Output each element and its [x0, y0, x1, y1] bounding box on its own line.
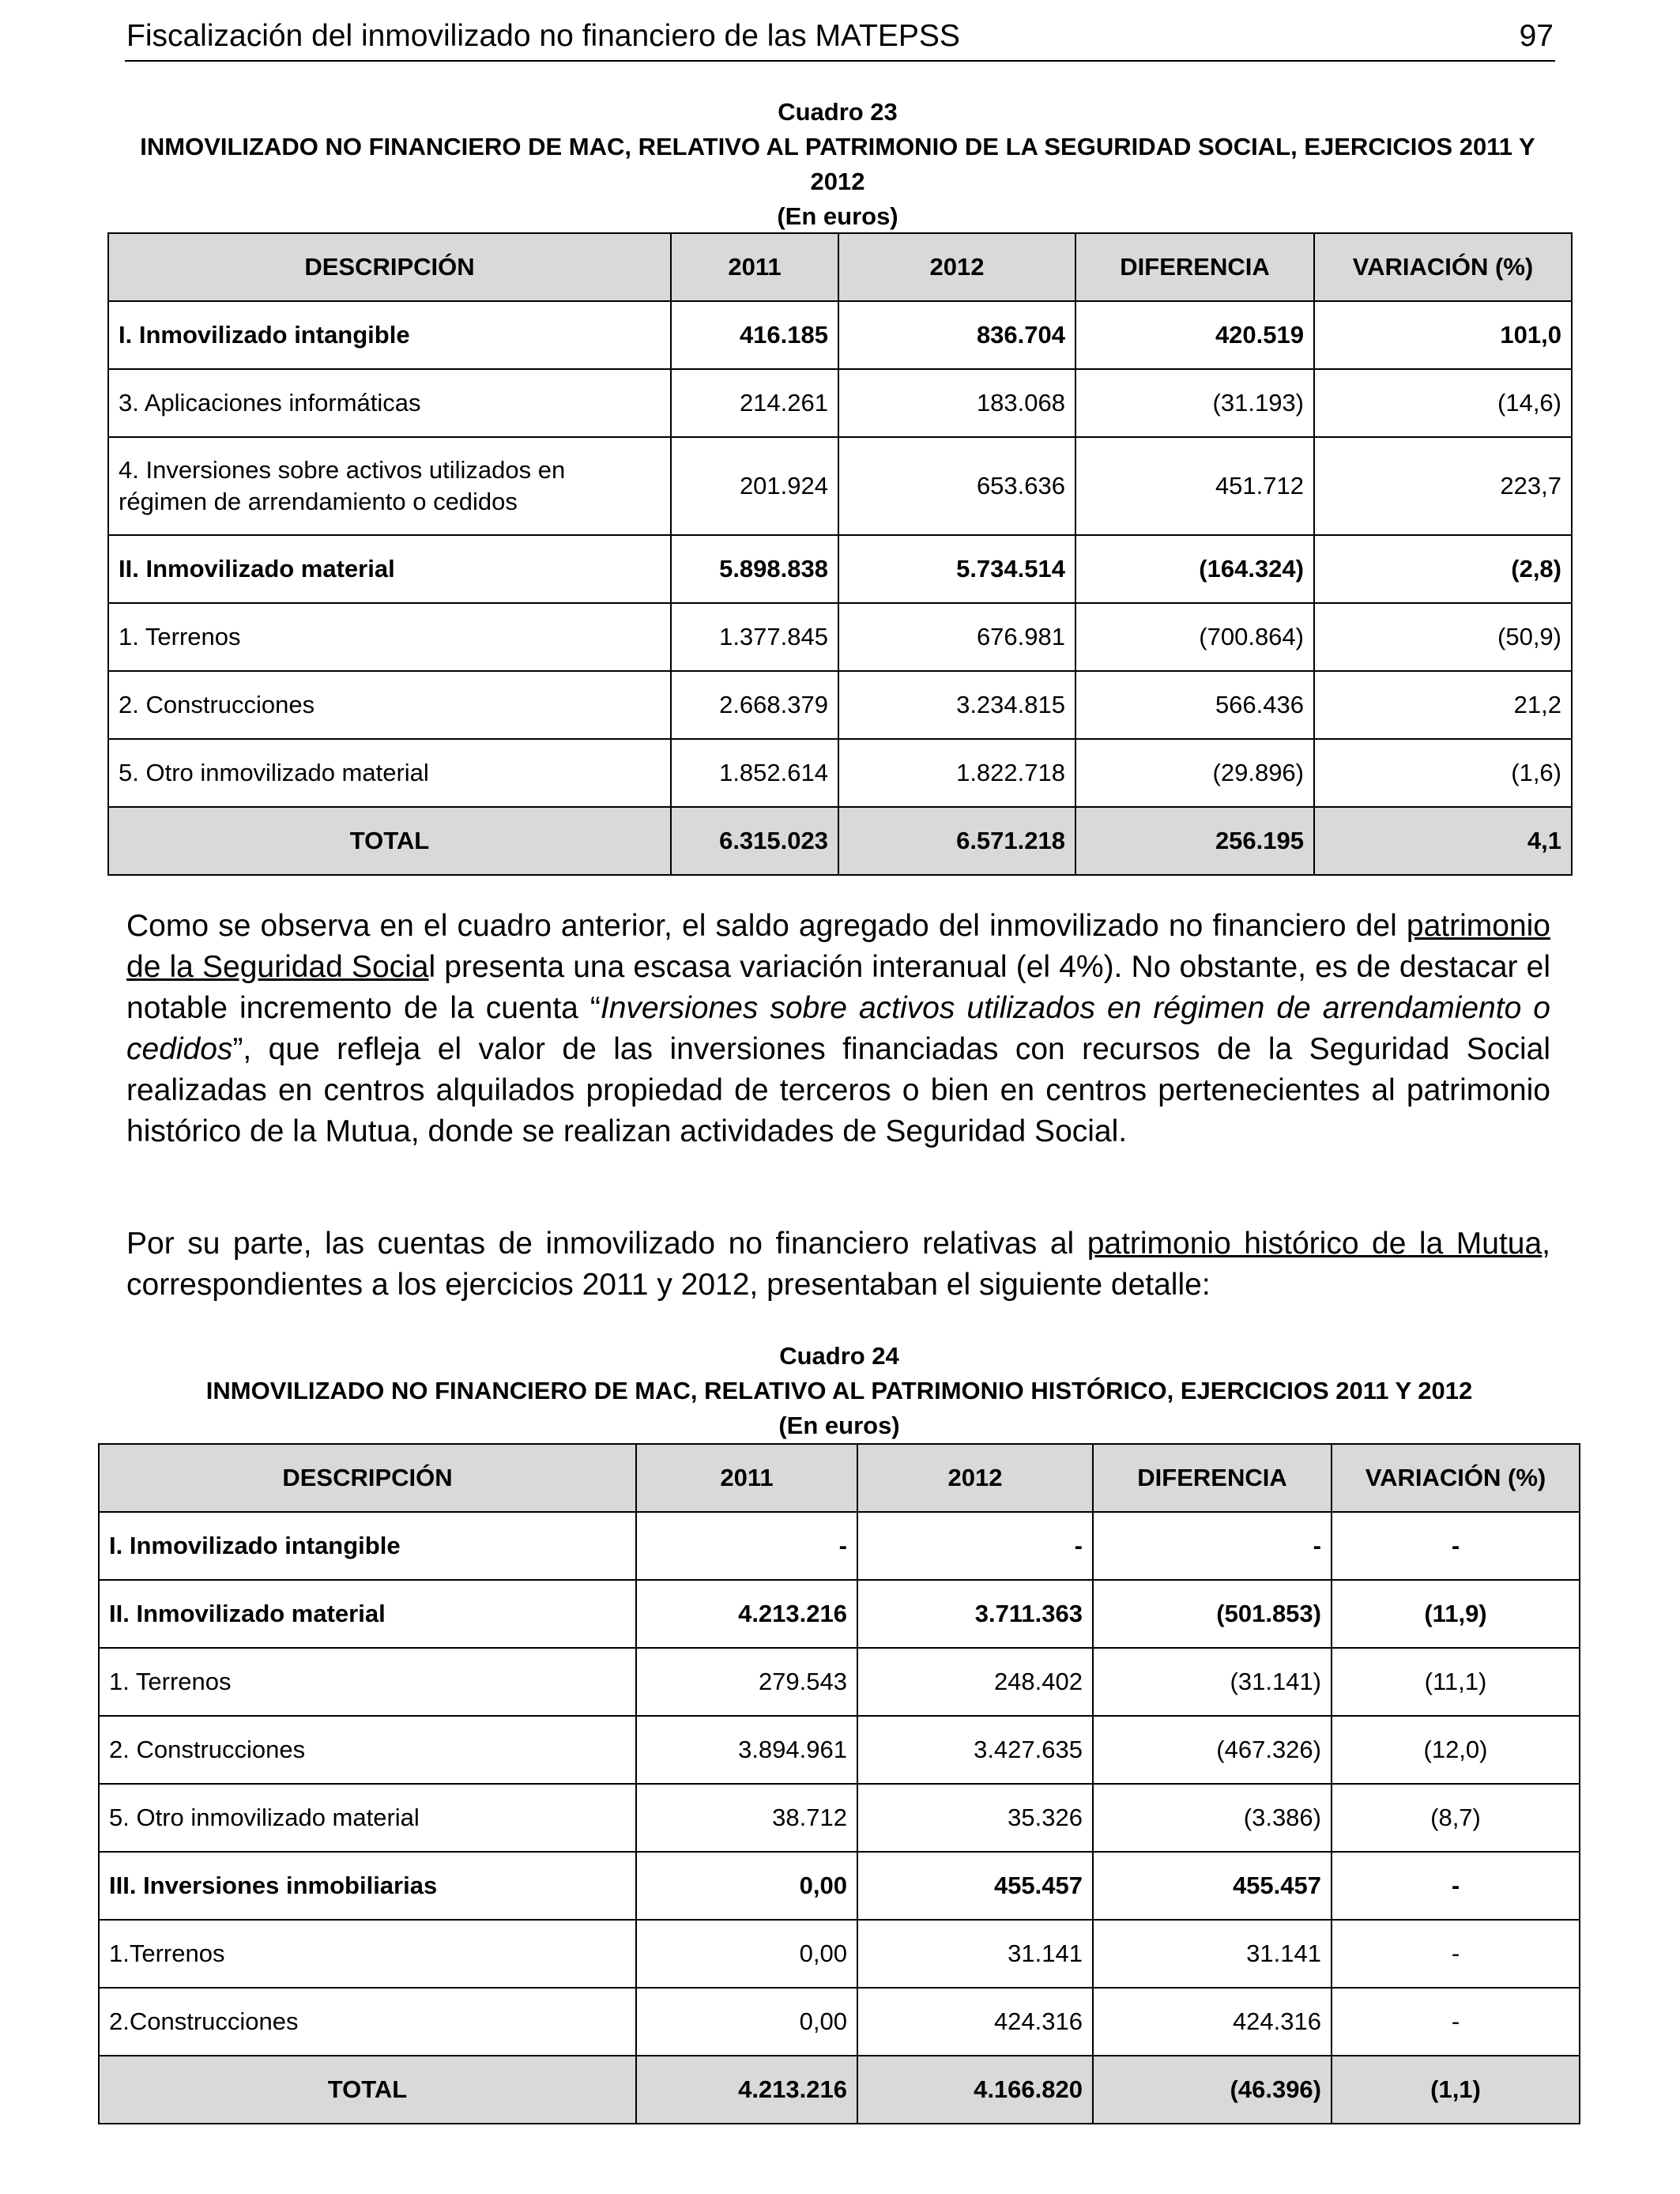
table-row: [108, 301, 1572, 369]
row-label: 1. Terrenos: [108, 603, 671, 671]
table23-units: (En euros): [777, 202, 898, 230]
table23: [107, 232, 1573, 876]
row-label: I. Inmovilizado intangible: [99, 1512, 636, 1580]
cell-2012: 1.822.718: [838, 739, 1075, 807]
table23-caption: [111, 95, 1565, 234]
cell-diferencia: 31.141: [1093, 1920, 1332, 1988]
cell-2011: 2.668.379: [671, 671, 838, 739]
table24-label: Cuadro 24: [779, 1342, 899, 1370]
cell-diferencia: (700.864): [1075, 603, 1314, 671]
cell-variacion: (11,9): [1332, 1580, 1580, 1648]
cell-diferencia: 256.195: [1075, 807, 1314, 875]
cell-diferencia: (501.853): [1093, 1580, 1332, 1648]
col-header-variacion: VARIACIÓN (%): [1314, 233, 1572, 301]
cell-diferencia: (46.396): [1093, 2056, 1332, 2124]
cell-variacion: 223,7: [1314, 437, 1572, 535]
table-row: [108, 671, 1572, 739]
table23-title: INMOVILIZADO NO FINANCIERO DE MAC, RELATIVO AL PATRIMONIO DE LA SEGURIDAD SOCIAL, EJERCICIOS 2011 Y 2012: [140, 133, 1535, 195]
cell-2012: 3.234.815: [838, 671, 1075, 739]
cell-2012: 455.457: [857, 1852, 1093, 1920]
cell-variacion: 21,2: [1314, 671, 1572, 739]
cell-variacion: (8,7): [1332, 1784, 1580, 1852]
table24-title: INMOVILIZADO NO FINANCIERO DE MAC, RELATIVO AL PATRIMONIO HISTÓRICO, EJERCICIOS 2011 Y 2012: [205, 1377, 1473, 1404]
cell-diferencia: 451.712: [1075, 437, 1314, 535]
paragraph1-text-1: Como se observa en el cuadro anterior, el saldo agregado del inmovilizado no financiero del: [126, 909, 1407, 943]
cell-diferencia: 420.519: [1075, 301, 1314, 369]
cell-2012: 676.981: [838, 603, 1075, 671]
cell-2011: 0,00: [636, 1920, 857, 1988]
cell-2012: 836.704: [838, 301, 1075, 369]
cell-2011: 1.377.845: [671, 603, 838, 671]
cell-2012: 6.571.218: [838, 807, 1075, 875]
cell-diferencia: (467.326): [1093, 1716, 1332, 1784]
cell-2012: 653.636: [838, 437, 1075, 535]
table-row-total: [99, 2056, 1580, 2124]
cell-2012: 3.427.635: [857, 1716, 1093, 1784]
cell-2011: 3.894.961: [636, 1716, 857, 1784]
cell-2011: 4.213.216: [636, 2056, 857, 2124]
col-header-2011: 2011: [636, 1444, 857, 1512]
cell-variacion: (1,1): [1332, 2056, 1580, 2124]
table23-header-row: [108, 233, 1572, 301]
paragraph1-text-2: l presenta una escasa variación interanual (el 4%). No obstante, es de destacar el notable incremento de la cuenta “: [126, 950, 1551, 1025]
cell-variacion: (50,9): [1314, 603, 1572, 671]
col-header-2012: 2012: [857, 1444, 1093, 1512]
table-row-total: [108, 807, 1572, 875]
page-number: 97: [1519, 19, 1554, 53]
table-row: [99, 1920, 1580, 1988]
cell-2011: -: [636, 1512, 857, 1580]
col-header-diferencia: DIFERENCIA: [1093, 1444, 1332, 1512]
paragraph2-underlined: patrimonio histórico de la Mutua: [1087, 1227, 1543, 1261]
cell-variacion: 4,1: [1314, 807, 1572, 875]
col-header-descripcion: DESCRIPCIÓN: [108, 233, 671, 301]
row-label: TOTAL: [99, 2056, 636, 2124]
row-label: 3. Aplicaciones informáticas: [108, 369, 671, 437]
table24-caption: [98, 1339, 1580, 1443]
cell-2012: 4.166.820: [857, 2056, 1093, 2124]
cell-variacion: -: [1332, 1988, 1580, 2056]
table-row: [108, 603, 1572, 671]
cell-diferencia: 566.436: [1075, 671, 1314, 739]
table-row: [99, 1512, 1580, 1580]
cell-variacion: -: [1332, 1852, 1580, 1920]
cell-2012: 424.316: [857, 1988, 1093, 2056]
col-header-descripcion: DESCRIPCIÓN: [99, 1444, 636, 1512]
table-row: [99, 1852, 1580, 1920]
row-label: 1.Terrenos: [99, 1920, 636, 1988]
row-label-line1: 4. Inversiones sobre activos utilizados en: [119, 456, 566, 484]
cell-2012: 31.141: [857, 1920, 1093, 1988]
table-row: [108, 437, 1572, 535]
header-title: Fiscalización del inmovilizado no financiero de las MATEPSS: [126, 19, 960, 53]
cell-variacion: 101,0: [1314, 301, 1572, 369]
row-label: 5. Otro inmovilizado material: [99, 1784, 636, 1852]
row-label: 2.Construcciones: [99, 1988, 636, 2056]
cell-variacion: (1,6): [1314, 739, 1572, 807]
cell-diferencia: (164.324): [1075, 535, 1314, 603]
table-row: [99, 1580, 1580, 1648]
row-label: 2. Construcciones: [108, 671, 671, 739]
table23-label: Cuadro 23: [778, 98, 898, 126]
cell-2011: 279.543: [636, 1648, 857, 1716]
col-header-2011: 2011: [671, 233, 838, 301]
cell-diferencia: (31.193): [1075, 369, 1314, 437]
table-row: [108, 369, 1572, 437]
cell-diferencia: -: [1093, 1512, 1332, 1580]
paragraph2-text-1: Por su parte, las cuentas de inmovilizado no financiero relativas al: [126, 1227, 1087, 1261]
cell-diferencia: 455.457: [1093, 1852, 1332, 1920]
cell-2011: 214.261: [671, 369, 838, 437]
row-label: II. Inmovilizado material: [108, 535, 671, 603]
cell-diferencia: (29.896): [1075, 739, 1314, 807]
paragraph2-text-2: , correspondientes a los ejercicios 2011 y 2012, presentaban el siguiente detalle:: [126, 1227, 1551, 1302]
cell-2012: 35.326: [857, 1784, 1093, 1852]
cell-variacion: (2,8): [1314, 535, 1572, 603]
cell-2012: 3.711.363: [857, 1580, 1093, 1648]
col-header-variacion: VARIACIÓN (%): [1332, 1444, 1580, 1512]
cell-variacion: (14,6): [1314, 369, 1572, 437]
body-paragraph-1: [126, 906, 1550, 1152]
cell-2012: 183.068: [838, 369, 1075, 437]
paragraph1-text-3: ”, que refleja el valor de las inversiones financiadas con recursos de la Seguridad Social realizadas en centros alquilados propiedad de terceros o bien en centros pertenecientes al patrimonio histórico de la Mutua, donde se realizan actividades de Seguridad Social.: [126, 1032, 1550, 1148]
cell-2012: -: [857, 1512, 1093, 1580]
row-label-line2: régimen de arrendamiento o cedidos: [119, 488, 518, 515]
row-label: TOTAL: [108, 807, 671, 875]
cell-variacion: -: [1332, 1920, 1580, 1988]
cell-2011: 1.852.614: [671, 739, 838, 807]
cell-2011: 0,00: [636, 1852, 857, 1920]
row-label: II. Inmovilizado material: [99, 1580, 636, 1648]
cell-variacion: -: [1332, 1512, 1580, 1580]
cell-2012: 5.734.514: [838, 535, 1075, 603]
row-label: 1. Terrenos: [99, 1648, 636, 1716]
table-row: [108, 535, 1572, 603]
cell-2011: 416.185: [671, 301, 838, 369]
table-row: [108, 739, 1572, 807]
table-row: [99, 1988, 1580, 2056]
row-label: I. Inmovilizado intangible: [108, 301, 671, 369]
table24-units: (En euros): [778, 1412, 900, 1439]
cell-2011: 38.712: [636, 1784, 857, 1852]
table24: [98, 1443, 1580, 2124]
table24-header-row: [99, 1444, 1580, 1512]
col-header-2012: 2012: [838, 233, 1075, 301]
cell-diferencia: (31.141): [1093, 1648, 1332, 1716]
cell-2012: 248.402: [857, 1648, 1093, 1716]
col-header-diferencia: DIFERENCIA: [1075, 233, 1314, 301]
row-label: 2. Construcciones: [99, 1716, 636, 1784]
table-row: [99, 1716, 1580, 1784]
paragraph1-underlined: patrimonio de la Seguridad Socia: [126, 909, 1550, 984]
table-row: [99, 1648, 1580, 1716]
row-label: 5. Otro inmovilizado material: [108, 739, 671, 807]
cell-diferencia: (3.386): [1093, 1784, 1332, 1852]
cell-variacion: (12,0): [1332, 1716, 1580, 1784]
table-row: [99, 1784, 1580, 1852]
cell-diferencia: 424.316: [1093, 1988, 1332, 2056]
paragraph1-italic: Inversiones sobre activos utilizados en régimen de arrendamiento o cedidos: [126, 991, 1550, 1066]
page-header: [125, 11, 1555, 62]
body-paragraph-2: [126, 1223, 1550, 1306]
cell-variacion: (11,1): [1332, 1648, 1580, 1716]
cell-2011: 4.213.216: [636, 1580, 857, 1648]
cell-2011: 5.898.838: [671, 535, 838, 603]
cell-2011: 6.315.023: [671, 807, 838, 875]
cell-2011: 201.924: [671, 437, 838, 535]
row-label: [108, 437, 671, 535]
cell-2011: 0,00: [636, 1988, 857, 2056]
row-label: III. Inversiones inmobiliarias: [99, 1852, 636, 1920]
